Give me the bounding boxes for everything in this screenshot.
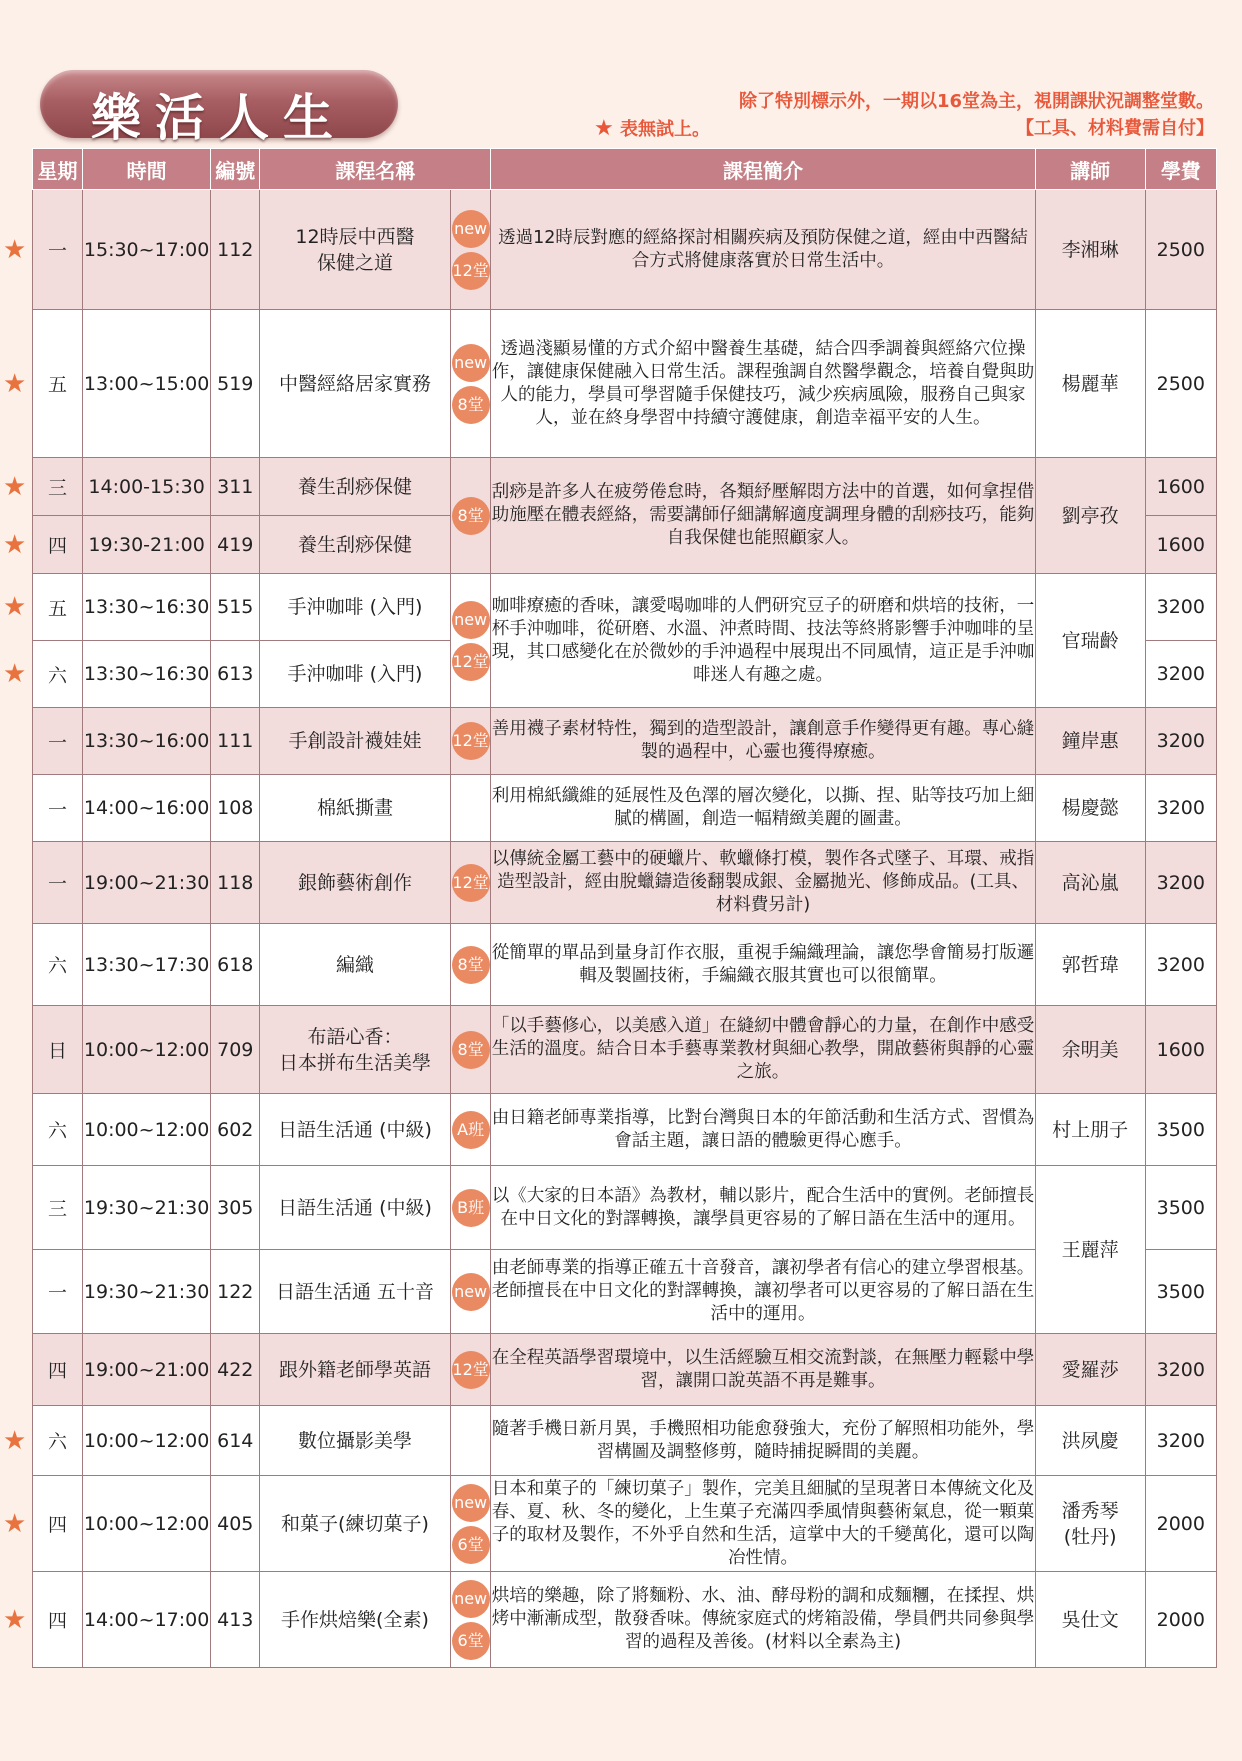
teacher-name: 愛羅莎 [1035,1334,1145,1406]
teacher-name: 洪夙慶 [1035,1406,1145,1476]
course-name: 棉紙撕畫 [260,775,451,842]
code-cell: 122 [211,1250,260,1334]
course-table [3,148,1217,1668]
header-time: 時間 [82,149,210,190]
badge-cell [450,310,491,458]
teacher-name: 余明美 [1035,1006,1145,1094]
star-icon: ★ [3,471,27,502]
fee-cell: 3200 [1145,842,1216,924]
table-row [33,1094,1217,1166]
day-cell [33,1006,83,1094]
star-icon: ★ [3,529,27,560]
badge: new [452,210,490,248]
course-name: 數位攝影美學 [260,1406,451,1476]
table-row [33,1334,1217,1406]
course-description: 善用襪子素材特性，獨到的造型設計，讓創意手作變得更有趣。專心縫製的過程中，心靈也獲得療癒。 [491,708,1035,775]
day-cell [3,1476,83,1572]
day-text: 一 [47,731,67,754]
day-text: 一 [47,873,67,895]
fee-cell: 1600 [1145,1006,1216,1094]
star-icon: ★ [3,1425,27,1456]
day-cell [33,1166,83,1250]
code-cell: 111 [211,708,260,775]
day-cell [3,1406,83,1476]
course-name: 手沖咖啡 (入門) [260,641,451,708]
day-text: 六 [47,955,67,977]
day-cell [33,842,83,924]
code-cell: 118 [211,842,260,924]
table-row [33,310,1217,458]
time-cell: 19:30~21:30 [82,1166,210,1250]
day-cell [3,190,83,310]
time-cell: 19:00~21:30 [82,842,210,924]
day-text: 六 [47,664,67,687]
fee-cell: 3500 [1145,1166,1216,1250]
code-cell: 614 [211,1406,260,1476]
course-name: 養生刮痧保健 [260,458,451,516]
fee-cell: 3200 [1145,1334,1216,1406]
star-icon: ★ [3,368,27,399]
course-name: 銀飾藝術創作 [260,842,451,924]
table-row [33,842,1217,924]
course-name: 養生刮痧保健 [260,516,451,574]
badge: 8堂 [452,946,490,984]
course-description: 由老師專業的指導正確五十音發音，讓初學者有信心的建立學習根基。老師擅長在中日文化的對譯轉換，讓初學者可以更容易的了解日語在生活中的運用。 [491,1250,1035,1334]
code-cell: 613 [211,641,260,708]
day-text: 一 [47,240,67,262]
day-cell [3,458,83,516]
course-description: 透過淺顯易懂的方式介紹中醫養生基礎，結合四季調養與經絡穴位操作，讓健康保健融入日常生活。課程強調自然醫學觀念，培養自覺與助人的能力，學員可學習隨手保健技巧，減少疾病風險，服務自己與家人，並在終身學習中持續守護健康，創造幸福平安的人生。 [491,310,1035,458]
code-cell: 311 [211,458,260,516]
day-text: 三 [47,1198,67,1220]
badge-cell [450,1250,491,1334]
day-cell [33,775,83,842]
course-description: 隨著手機日新月異，手機照相功能愈發強大，充份了解照相功能外，學習構圖及調整修剪，隨時捕捉瞬間的美麗。 [491,1406,1035,1476]
time-cell: 19:30~21:30 [82,1250,210,1334]
badge-cell [450,1166,491,1250]
badge: 8堂 [452,386,490,424]
badge: new [452,601,490,639]
course-description: 從簡單的單品到量身訂作衣服，重視手編織理論，讓您學會簡易打版邏輯及製圖技術，手編織衣服其實也可以很簡單。 [491,924,1035,1006]
course-name: 日語生活通 (中級) [260,1166,451,1250]
badge-cell [450,775,491,842]
fee-cell: 1600 [1145,516,1216,574]
badge: new [452,1273,490,1311]
teacher-name: 鐘岸惠 [1035,708,1145,775]
badge-cell [450,924,491,1006]
badge-cell [450,842,491,924]
badge: 12堂 [452,1351,490,1389]
course-name: 和菓子(練切菓子) [260,1476,451,1572]
day-cell [3,574,83,641]
code-cell: 519 [211,310,260,458]
time-cell: 13:30~16:30 [82,574,210,641]
header-course: 課程名稱 [260,149,491,190]
code-cell: 602 [211,1094,260,1166]
course-description: 咖啡療癒的香味，讓愛喝咖啡的人們研究豆子的研磨和烘培的技術，一杯手沖咖啡，從研磨、水溫、沖煮時間、技法等終將影響手沖咖啡的呈現，其口感變化在於微妙的手沖過程中展現出不同風情，這正是手沖咖啡迷人有趣之處。 [491,574,1035,708]
star-icon: ★ [3,1508,27,1539]
star-icon: ★ [3,592,27,622]
day-cell [33,1250,83,1334]
time-cell: 13:30~16:00 [82,708,210,775]
badge-cell [450,1006,491,1094]
header-teacher: 講師 [1035,149,1145,190]
table-row [33,924,1217,1006]
badge: 6堂 [452,1622,490,1660]
course-name: 12時辰中西醫 保健之道 [260,190,451,310]
badge-cell [450,1572,491,1668]
time-cell: 19:00~21:00 [82,1334,210,1406]
day-cell [33,1094,83,1166]
fee-cell: 3200 [1145,708,1216,775]
course-name: 日語生活通 五十音 [260,1250,451,1334]
course-name: 跟外籍老師學英語 [260,1334,451,1406]
time-cell: 14:00~16:00 [82,775,210,842]
badge: 12堂 [452,864,490,902]
day-text: 日 [47,1040,67,1062]
note-line-1: 除了特別標示外，一期以16堂為主，視開課狀況調整堂數。 [738,91,1214,112]
code-cell: 413 [211,1572,260,1668]
fee-cell: 3500 [1145,1250,1216,1334]
course-name: 日語生活通 (中級) [260,1094,451,1166]
code-cell: 515 [211,574,260,641]
teacher-name: 潘秀琴 (牡丹) [1035,1476,1145,1572]
fee-cell: 2500 [1145,190,1216,310]
table-row [33,1476,1217,1572]
badge: 12堂 [452,252,490,290]
day-text: 四 [47,1610,67,1632]
day-text: 四 [47,535,67,557]
note-no-trial: 表無試上。 [620,119,711,140]
time-cell: 15:30~17:00 [82,190,210,310]
time-cell: 14:00~17:00 [82,1572,210,1668]
badge: 12堂 [452,722,490,760]
badge-cell [450,458,491,574]
header-code: 編號 [211,149,260,190]
note-line-2-left [594,115,710,143]
table-row [33,708,1217,775]
teacher-name: 高沁嵐 [1035,842,1145,924]
teacher-name: 王麗萍 [1035,1166,1145,1334]
day-cell [33,708,83,775]
day-text: 六 [47,1120,67,1142]
time-cell: 10:00~12:00 [82,1476,210,1572]
fee-cell: 2500 [1145,310,1216,458]
time-cell: 10:00~12:00 [82,1094,210,1166]
badge: 6堂 [452,1526,490,1564]
fee-cell: 3200 [1145,1406,1216,1476]
table-row [33,574,1217,641]
star-icon: ★ [3,234,27,265]
course-name: 布語心香： 日本拼布生活美學 [260,1006,451,1094]
fee-cell: 2000 [1145,1572,1216,1668]
note-line-2-right: 【工具、材料費需自付】 [1016,118,1214,139]
badge-cell [450,1406,491,1476]
day-cell [33,1334,83,1406]
notes [594,88,1214,143]
table-row [33,775,1217,842]
code-cell: 405 [211,1476,260,1572]
badge-cell [450,190,491,310]
badge-cell [450,574,491,708]
day-text: 四 [47,1360,67,1382]
fee-cell: 3200 [1145,775,1216,842]
day-text: 四 [47,1514,67,1536]
badge: 8堂 [452,1031,490,1069]
time-cell: 13:30~16:30 [82,641,210,708]
day-text: 一 [47,798,67,821]
time-cell: 10:00~12:00 [82,1406,210,1476]
day-text: 一 [47,1282,67,1304]
badge: new [452,1580,490,1618]
badge: new [452,1484,490,1522]
table-row [33,1572,1217,1668]
course-description: 日本和菓子的「練切菓子」製作，完美且細膩的呈現著日本傳統文化及春、夏、秋、冬的變化，上生菓子充滿四季風情與藝術氣息，從一顆菓子的取材及製作，不外乎自然和生活，這掌中大的千變萬化，還可以陶冶性情。 [491,1476,1035,1572]
code-cell: 709 [211,1006,260,1094]
time-cell: 13:30~17:30 [82,924,210,1006]
star-icon: ★ [3,1604,27,1635]
course-name: 手沖咖啡 (入門) [260,574,451,641]
course-description: 利用棉紙纖維的延展性及色澤的層次變化，以撕、捏、貼等技巧加上細膩的構圖，創造一幅精緻美麗的圖畫。 [491,775,1035,842]
badge: 8堂 [452,497,490,535]
table-row [33,1166,1217,1250]
course-description: 「以手藝修心，以美感入道」在縫紉中體會靜心的力量，在創作中感受生活的溫度。結合日本手藝專業教材與細心教學，開啟藝術與靜的心靈之旅。 [491,1006,1035,1094]
header-desc: 課程簡介 [491,149,1035,190]
day-text: 五 [47,597,67,620]
day-text: 六 [47,1431,67,1453]
teacher-name: 楊麗華 [1035,310,1145,458]
table-row [33,190,1217,310]
teacher-name: 郭哲瑋 [1035,924,1145,1006]
code-cell: 419 [211,516,260,574]
table-header-row [33,149,1217,190]
teacher-name: 李湘琳 [1035,190,1145,310]
course-name: 手創設計襪娃娃 [260,708,451,775]
code-cell: 618 [211,924,260,1006]
teacher-name: 村上朋子 [1035,1094,1145,1166]
fee-cell: 1600 [1145,458,1216,516]
star-icon: ★ [3,659,27,689]
teacher-name: 劉亭孜 [1035,458,1145,574]
badge: B班 [452,1189,490,1227]
fee-cell: 3200 [1145,924,1216,1006]
course-name: 編織 [260,924,451,1006]
day-text: 三 [47,477,67,499]
star-icon: ★ [594,116,614,141]
fee-cell: 2000 [1145,1476,1216,1572]
day-text: 五 [47,374,67,396]
time-cell: 14:00-15:30 [82,458,210,516]
table-row [33,458,1217,516]
table-row [33,1406,1217,1476]
table-row [33,1006,1217,1094]
fee-cell: 3500 [1145,1094,1216,1166]
time-cell: 10:00~12:00 [82,1006,210,1094]
code-cell: 108 [211,775,260,842]
course-name: 中醫經絡居家實務 [260,310,451,458]
header-day: 星期 [33,149,83,190]
badge-cell [450,1476,491,1572]
fee-cell: 3200 [1145,641,1216,708]
course-description: 在全程英語學習環境中，以生活經驗互相交流對談，在無壓力輕鬆中學習，讓開口說英語不再是難事。 [491,1334,1035,1406]
course-description: 刮痧是許多人在疲勞倦怠時，各類紓壓解悶方法中的首選，如何拿捏借助施壓在體表經絡，需要講師仔細講解適度調理身體的刮痧技巧，能夠自我保健也能照顧家人。 [491,458,1035,574]
teacher-name: 楊慶懿 [1035,775,1145,842]
badge: A班 [452,1111,490,1149]
course-description: 由日籍老師專業指導，比對台灣與日本的年節活動和生活方式、習慣為會話主題，讓日語的體驗更得心應手。 [491,1094,1035,1166]
badge-cell [450,1334,491,1406]
badge-cell [450,708,491,775]
course-description: 烘培的樂趣，除了將麵粉、水、油、酵母粉的調和成麵糰，在揉捏、烘烤中漸漸成型，散發香味。傳統家庭式的烤箱設備，學員們共同參與學習的過程及善後。(材料以全素為主) [491,1572,1035,1668]
page-title-banner [40,70,398,147]
badge: new [452,344,490,382]
code-cell: 422 [211,1334,260,1406]
badge-cell [450,1094,491,1166]
fee-cell: 3200 [1145,574,1216,641]
teacher-name: 官瑞齡 [1035,574,1145,708]
day-cell [33,924,83,1006]
course-description: 以《大家的日本語》為教材，輔以影片，配合生活中的實例。老師擅長在中日文化的對譯轉換，讓學員更容易的了解日語在生活中的運用。 [491,1166,1035,1250]
day-cell [3,516,83,574]
badge: 12堂 [452,643,490,681]
page-title: 樂活人生 [91,89,347,147]
day-cell [3,310,83,458]
header-fee: 學費 [1145,149,1216,190]
time-cell: 13:00~15:00 [82,310,210,458]
code-cell: 112 [211,190,260,310]
day-cell [3,1572,83,1668]
course-name: 手作烘焙樂(全素) [260,1572,451,1668]
time-cell: 19:30-21:00 [82,516,210,574]
course-description: 透過12時辰對應的經絡探討相關疾病及預防保健之道，經由中西醫結合方式將健康落實於日常生活中。 [491,190,1035,310]
day-cell [3,641,83,708]
teacher-name: 吳仕文 [1035,1572,1145,1668]
course-description: 以傳統金屬工藝中的硬蠟片、軟蠟條打模，製作各式墜子、耳環、戒指造型設計，經由脫蠟鑄造後翻製成銀、金屬拋光、修飾成品。(工具、材料費另計) [491,842,1035,924]
code-cell: 305 [211,1166,260,1250]
